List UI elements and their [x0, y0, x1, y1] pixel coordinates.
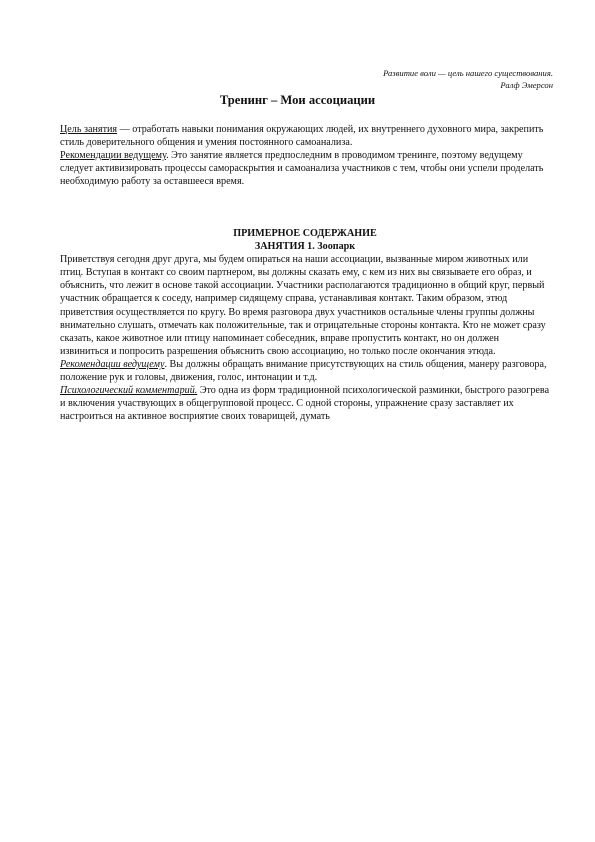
goal-paragraph	[60, 123, 550, 149]
section-heading: ПРИМЕРНОЕ СОДЕРЖАНИЕ	[233, 228, 377, 239]
goal-text: — отработать навыки понимания окружающих людей, их внутреннего духовного мира, закрепить стиль доверительного общения и умения постоянного самоанализа.	[60, 124, 544, 149]
psych-comment-paragraph	[60, 384, 550, 423]
recommendation-label: Рекомендации ведущему	[60, 150, 167, 162]
lesson-heading: ЗАНЯТИЯ 1. Зоопарк	[254, 240, 356, 252]
lesson-recommendation-text: . Вы должны обращать внимание присутствующих на стиль общения, манеру разговора, положение рук и головы, движения, голос, интонации и т.д.	[60, 358, 547, 384]
epigraph-author: Ралф Эмерсон	[500, 79, 553, 90]
recommendation-text: . Это занятие является предпоследним в проводимом тренинге, поэтому ведущему следует активизировать процессы самораскрытия и самоанализа участников с тем, чтобы они успели проделать необходимую работу за оставшееся время.	[60, 150, 544, 188]
intro-section	[60, 123, 550, 188]
epigraph-quote: Развитие воли — цель нашего существования.	[383, 68, 553, 78]
epigraph	[383, 68, 553, 91]
lesson-recommendation-paragraph	[60, 358, 550, 384]
lesson-recommendation-label: Рекомендации ведущему	[60, 358, 165, 370]
recommendation-paragraph	[60, 149, 550, 188]
lesson-paragraph: Приветствуя сегодня друг друга, мы будем опираться на наши ассоциации, вызванные миром животных или птиц. Вступая в контакт со своим партнером, вы должны сказать ему, с кем из них вы связываете его образ, и объяснить, что лежит в основе такой ассоциации. Участники располагаются традиционно в общий круг, первый участник обращается к соседу, например сидящему справа, устанавливая контакт. Таким образом, этюд приветствия осуществляется по кругу. Во время разговора двух участников остальные члены группы должны внимательно слушать, отмечать как положительные, так и отрицательные стороны контакта. Кто не может сразу сказать, какое животное или птицу напоминает собеседник, вправе пропустить контакт, но он должен извиниться и попросить разрешения объяснить свою ассоциацию, но только после окончания этюда.	[60, 254, 546, 357]
page-title: Тренинг – Мои ассоциации	[219, 93, 376, 107]
content-section	[60, 228, 550, 423]
psych-comment-label: Психологический комментарий.	[60, 385, 198, 397]
psych-comment-text: Это одна из форм традиционной психологической разминки, быстрого разогрева и включения участвующих в общегрупповой процесс. С одной стороны, упражнение сразу заставляет их настроиться на активное восприятие своих товарищей, думать	[60, 385, 550, 423]
goal-label: Цель занятия	[60, 124, 118, 135]
